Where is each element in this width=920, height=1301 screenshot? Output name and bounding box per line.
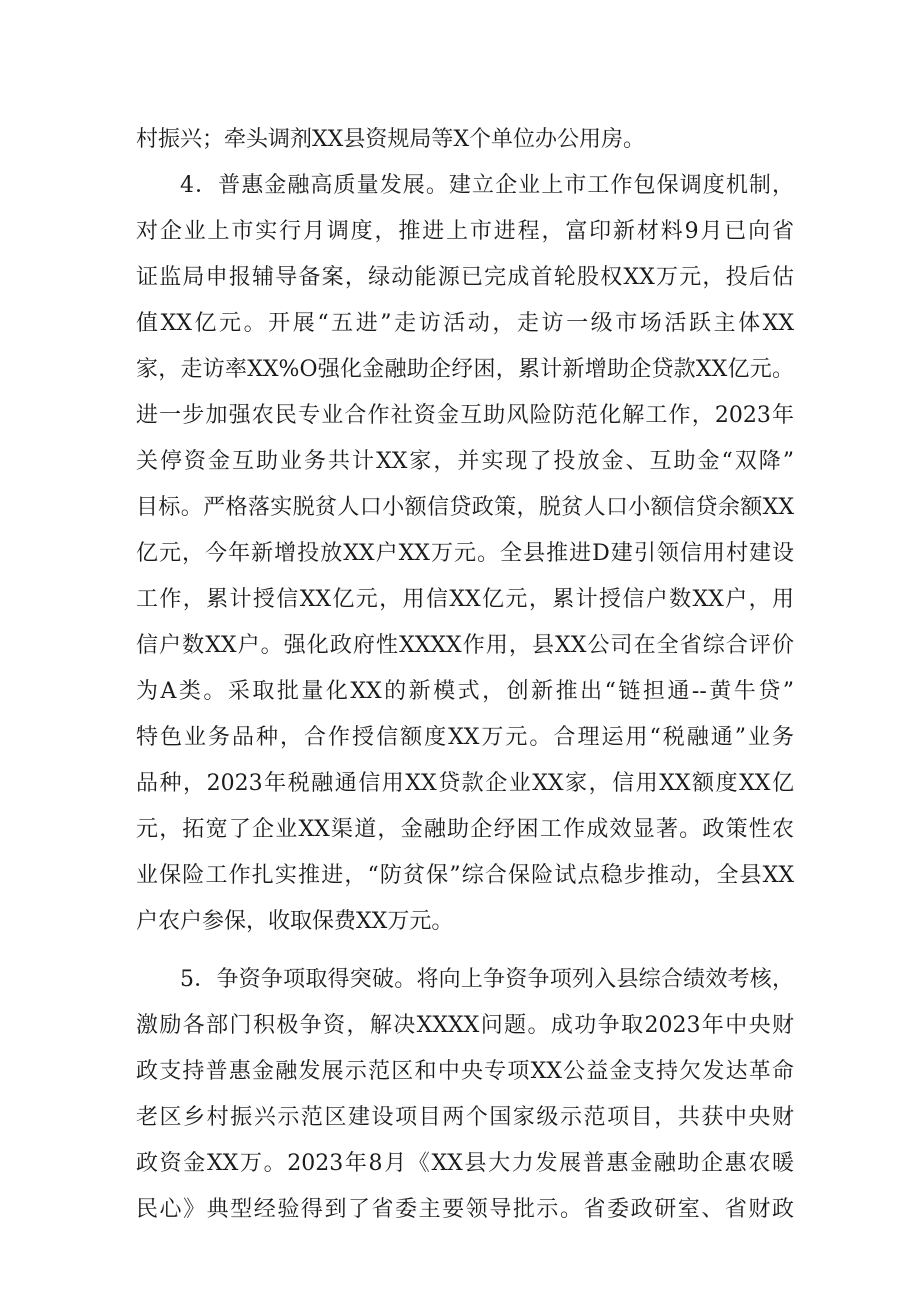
paragraph-line: 工作，累计授信XX亿元，用信XX亿元，累计授信户数XX户，用 [136,587,794,612]
paragraph-line: 值XX亿元。开展“五进”走访活动，走访一级市场活跃主体XX [136,311,794,336]
paragraph-line: 目标。严格落实脱贫人口小额信贷政策，脱贫人口小额信贷余额XX [136,495,794,520]
paragraph-line: 政支持普惠金融发展示范区和中央专项XX公益金支持欠发达革命 [136,1059,794,1084]
paragraph-line: 村振兴；牵头调剂XX县资规局等X个单位办公用房。 [136,127,645,152]
paragraph-line: 信户数XX户。强化政府性XXXX作用，县XX公司在全省综合评价 [136,633,794,658]
paragraph-line: 元，拓宽了企业XX渠道，金融助企纾困工作成效显著。政策性农 [136,817,794,842]
paragraph-line: 民心》典型经验得到了省委主要领导批示。省委政研室、省财政 [136,1197,794,1222]
paragraph-line: 政资金XX万。2023年8月《XX县大力发展普惠金融助企惠农暖 [136,1151,794,1176]
paragraph-line: 关停资金互助业务共计XX家，并实现了投放金、互助金“双降” [136,449,794,474]
paragraph-line: 亿元，今年新增投放XX户XX万元。全县推进D建引领信用村建设 [136,541,794,566]
paragraph-line: 户农户参保，收取保费XX万元。 [136,909,454,934]
paragraph-line: 为A类。采取批量化XX的新模式，创新推出“链担通--黄牛贷” [136,679,794,704]
section-5-heading-line: 5．争资争项取得突破。将向上争资争项列入县综合绩效考核， [180,967,794,992]
paragraph-line: 证监局申报辅导备案，绿动能源已完成首轮股权XX万元，投后估 [136,265,794,290]
paragraph-line: 对企业上市实行月调度，推进上市进程，富印新材料9月已向省 [136,219,794,244]
paragraph-line: 品种，2023年税融通信用XX贷款企业XX家，信用XX额度XX亿 [136,771,794,796]
paragraph-line: 激励各部门积极争资，解决XXXX问题。成功争取2023年中央财 [136,1013,794,1038]
paragraph-line: 老区乡村振兴示范区建设项目两个国家级示范项目，共获中央财 [136,1105,794,1130]
section-4-heading-line: 4．普惠金融高质量发展。建立企业上市工作包保调度机制， [180,173,794,198]
paragraph-line: 进一步加强农民专业合作社资金互助风险防范化解工作，2023年 [136,403,794,428]
paragraph-line: 特色业务品种，合作授信额度XX万元。合理运用“税融通”业务 [136,725,794,750]
paragraph-line: 业保险工作扎实推进，“防贫保”综合保险试点稳步推动，全县XX [136,863,794,888]
paragraph-line: 家，走访率XX%O强化金融助企纾困，累计新增助企贷款XX亿元。 [136,357,794,382]
